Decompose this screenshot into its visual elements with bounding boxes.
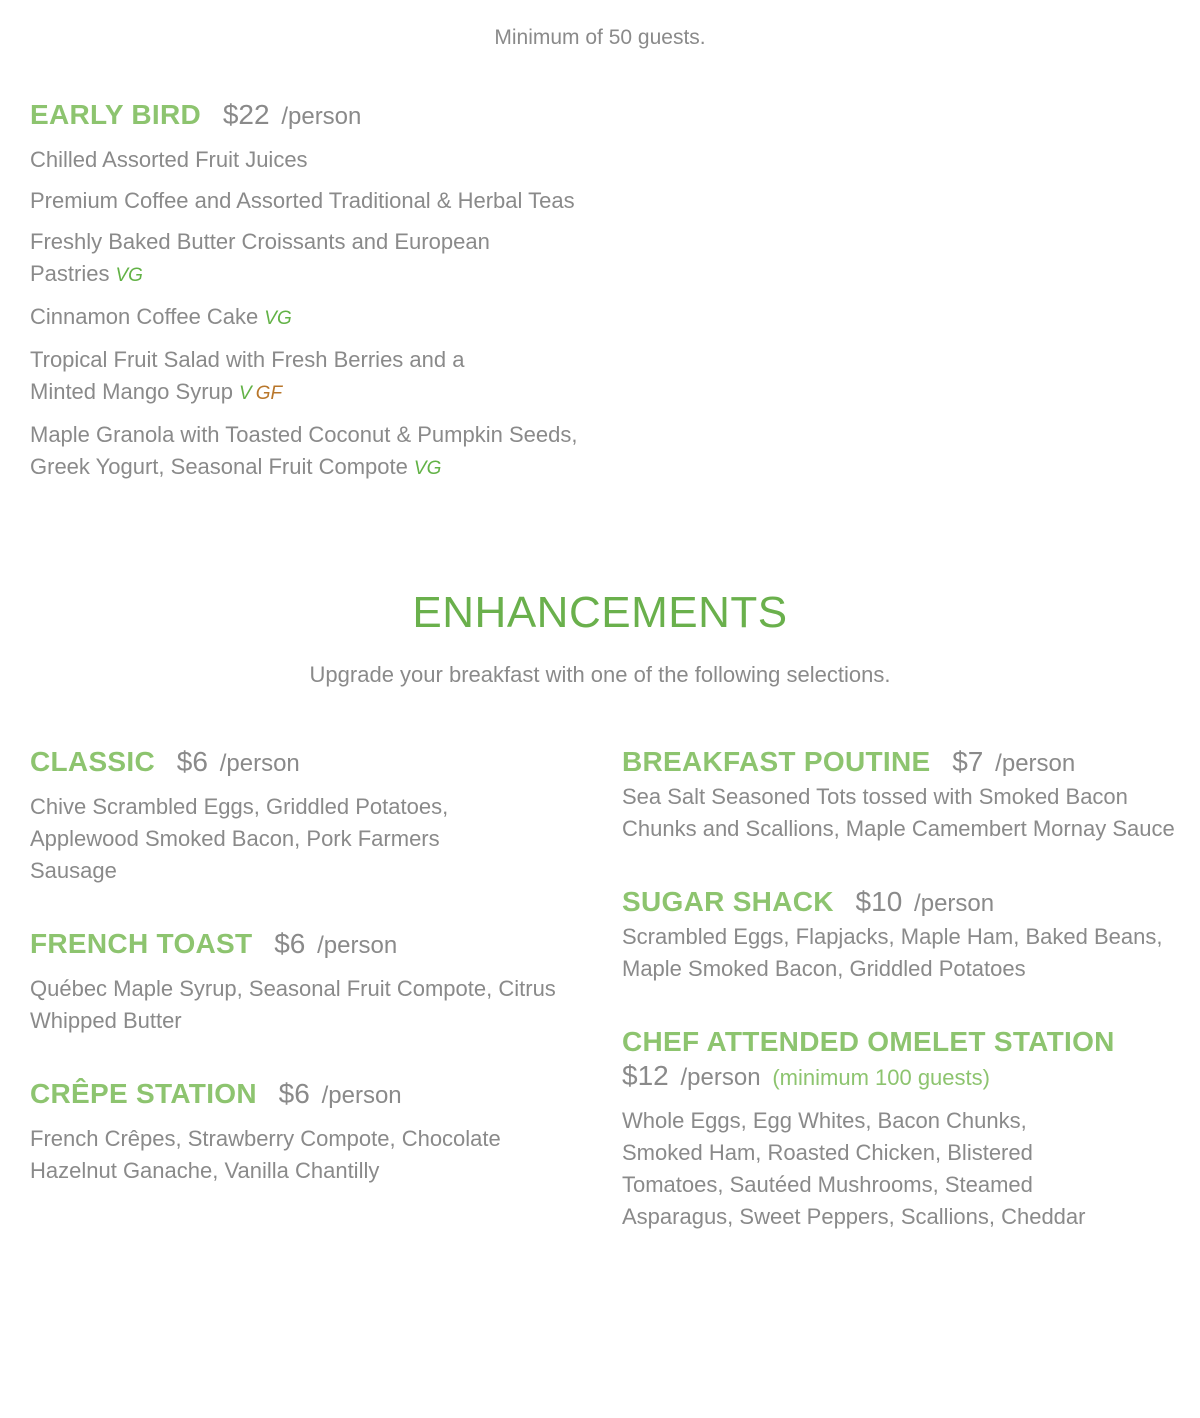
list-item: Premium Coffee and Assorted Traditional & Herbal Teas: [30, 188, 575, 213]
early-bird-heading: [30, 98, 590, 134]
enhancements-left-column: [30, 745, 590, 1227]
early-bird-section: [30, 98, 590, 494]
item-price: $6: [278, 1078, 310, 1109]
item-price: $6: [176, 746, 208, 777]
per-person-label: /person: [914, 890, 995, 917]
early-bird-items: [30, 144, 590, 485]
list-item: Freshly Baked Butter Croissants and European Pastries VG: [30, 229, 490, 286]
enhancement-breakfast-poutine: [622, 745, 1182, 845]
vegetarian-tag: VG: [264, 308, 292, 329]
enhancement-sugar-shack: [622, 885, 1182, 985]
vegetarian-tag: VG: [413, 458, 442, 479]
list-item: Chilled Assorted Fruit Juices: [30, 147, 308, 172]
item-price: $10: [855, 886, 903, 917]
enhancement-omelet-station: [622, 1025, 1182, 1233]
item-title: CHEF ATTENDED OMELET STATION: [622, 1026, 1115, 1057]
item-description: Chive Scrambled Eggs, Griddled Potatoes, Applewood Smoked Bacon, Pork Farmers Sausage: [30, 794, 449, 883]
item-description: Whole Eggs, Egg Whites, Bacon Chunks, Smoked Ham, Roasted Chicken, Blistered Tomatoes, Sautéed Mushrooms, Steamed Asparagus, Sweet Peppers, Scallions, Cheddar: [622, 1108, 1086, 1229]
item-title: CLASSIC: [30, 746, 155, 777]
per-person-label: /person: [281, 103, 362, 130]
vegetarian-tag: VG: [115, 265, 143, 286]
enhancements-right-column: [622, 745, 1182, 1273]
minimum-guests-note: Minimum of 50 guests.: [494, 26, 706, 49]
vegan-tag: V: [239, 383, 252, 404]
item-price: $6: [274, 928, 306, 959]
enhancements-subtitle: Upgrade your breakfast with one of the following selections.: [309, 662, 891, 687]
item-price: $12: [622, 1060, 669, 1091]
enhancement-classic: [30, 745, 590, 887]
per-person-label: /person: [317, 932, 398, 959]
gluten-free-tag: GF: [255, 383, 283, 404]
item-description: Québec Maple Syrup, Seasonal Fruit Compote, Citrus Whipped Butter: [30, 976, 556, 1033]
per-person-label: /person: [321, 1082, 402, 1109]
item-title: CRÊPE STATION: [30, 1078, 257, 1109]
per-person-label: /person: [995, 750, 1076, 777]
item-title: FRENCH TOAST: [30, 928, 253, 959]
early-bird-price: $22: [222, 99, 270, 130]
item-description: Scrambled Eggs, Flapjacks, Maple Ham, Baked Beans, Maple Smoked Bacon, Griddled Potatoes: [622, 924, 1163, 981]
item-description: Sea Salt Seasoned Tots tossed with Smoked Bacon Chunks and Scallions, Maple Camembert Mornay Sauce: [622, 784, 1175, 841]
early-bird-title: EARLY BIRD: [30, 99, 202, 130]
item-price: $7: [952, 746, 984, 777]
per-person-label: /person: [219, 750, 300, 777]
item-title: BREAKFAST POUTINE: [622, 746, 931, 777]
per-person-label: /person: [680, 1064, 761, 1091]
list-item: Cinnamon Coffee Cake VG: [30, 304, 292, 329]
item-title: SUGAR SHACK: [622, 886, 834, 917]
enhancements-title: ENHANCEMENTS: [412, 588, 788, 637]
enhancement-french-toast: [30, 927, 590, 1037]
enhancement-crepe-station: [30, 1077, 590, 1187]
item-description: French Crêpes, Strawberry Compote, Chocolate Hazelnut Ganache, Vanilla Chantilly: [30, 1126, 501, 1183]
list-item: Tropical Fruit Salad with Fresh Berries and a Minted Mango Syrup V GF: [30, 347, 465, 404]
minimum-guests-note: (minimum 100 guests): [772, 1065, 990, 1090]
list-item: Maple Granola with Toasted Coconut & Pumpkin Seeds, Greek Yogurt, Seasonal Fruit Compote VG: [30, 422, 578, 479]
